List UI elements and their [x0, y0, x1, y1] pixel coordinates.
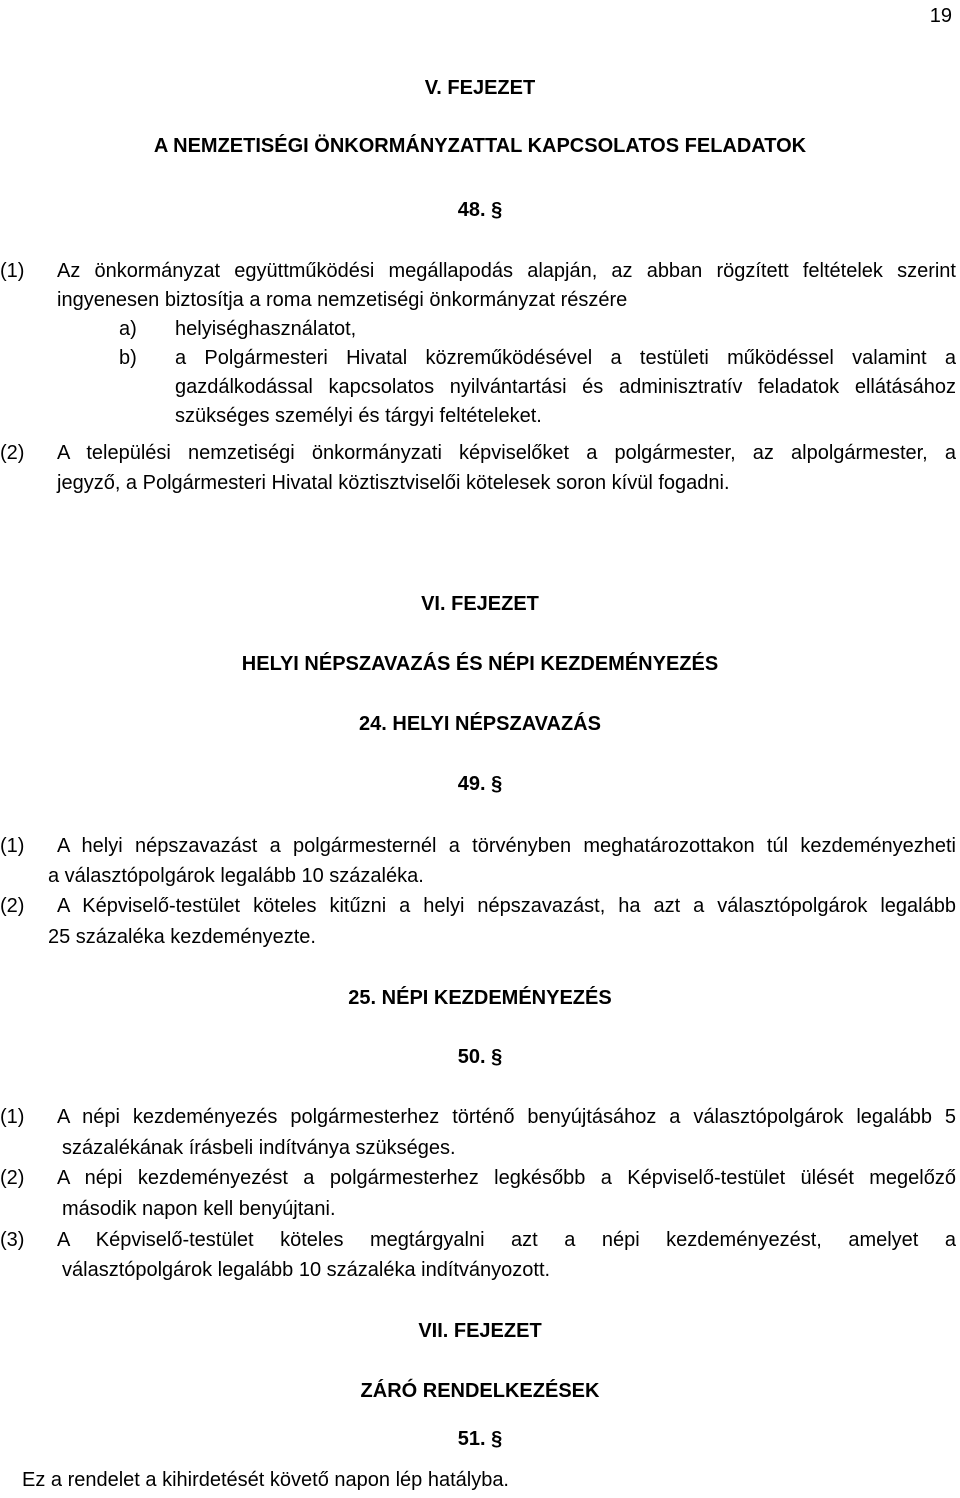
paragraph-text: A Képviselő-testület köteles megtárgyalni azt a népi kezdeményezést, amelyet a [57, 1229, 956, 1251]
list-label: a) [119, 318, 137, 340]
list-item-text: a Polgármesteri Hivatal közreműködésével a testületi működéssel valamint a [175, 347, 956, 369]
section-number: 50. § [457, 1046, 503, 1068]
subtitle: 24. HELYI NÉPSZAVAZÁS [359, 713, 601, 735]
paragraph-text: Az önkormányzat együttműködési megállapodás alapján, az abban rögzített feltételek szerint [57, 260, 956, 282]
final-provision-text: Ez a rendelet a kihirdetését követő napon lép hatályba. [22, 1469, 509, 1491]
section-number: 48. § [457, 199, 503, 221]
list-item-text: gazdálkodással kapcsolatos nyilvántartási és adminisztratív feladatok ellátásához [175, 376, 956, 398]
chapter-title: A NEMZETISÉGI ÖNKORMÁNYZATTAL KAPCSOLATOS FELADATOK [153, 135, 807, 157]
paragraph-number: (2) [0, 442, 25, 464]
paragraph-text: 25 százaléka kezdeményezte. [48, 926, 316, 948]
chapter-heading: V. FEJEZET [424, 77, 536, 99]
paragraph-number: (1) [0, 260, 25, 282]
paragraph-text: A népi kezdeményezés polgármesterhez történő benyújtásához a választópolgárok legalább 5 [57, 1106, 956, 1128]
paragraph-text: ingyenesen biztosítja a roma nemzetiségi önkormányzat részére [57, 289, 628, 311]
paragraph-text: A települési nemzetiségi önkormányzati képviselőket a polgármester, az alpolgármester, a [57, 442, 956, 464]
list-item-text: helyiséghasználatot, [175, 318, 357, 340]
chapter-heading: VI. FEJEZET [421, 593, 539, 615]
paragraph-number: (3) [0, 1229, 25, 1251]
paragraph-number: (2) [0, 1167, 25, 1189]
list-label: b) [119, 347, 137, 369]
paragraph-text: jegyző, a Polgármesteri Hivatal köztisztviselői kötelesek soron kívül fogadni. [57, 472, 730, 494]
paragraph-number: (2) [0, 895, 25, 917]
paragraph-number: (1) [0, 1106, 25, 1128]
page-number: 19 [929, 5, 952, 27]
paragraph-text: A Képviselő-testület köteles kitűzni a helyi népszavazást, ha azt a választópolgárok legalább [57, 895, 956, 917]
paragraph-text: A népi kezdeményezést a polgármesterhez legkésőbb a Képviselő-testület ülését megelőző [57, 1167, 956, 1189]
section-number: 49. § [457, 773, 503, 795]
paragraph-text: a választópolgárok legalább 10 százaléka. [48, 865, 424, 887]
paragraph-text: második napon kell benyújtani. [62, 1198, 336, 1220]
list-item-text: szükséges személyi és tárgyi feltételeket. [175, 405, 542, 427]
paragraph-number: (1) [0, 835, 25, 857]
chapter-heading: VII. FEJEZET [418, 1320, 542, 1342]
chapter-title: ZÁRÓ RENDELKEZÉSEK [360, 1380, 600, 1402]
chapter-title: HELYI NÉPSZAVAZÁS ÉS NÉPI KEZDEMÉNYEZÉS [241, 653, 719, 675]
paragraph-text: százalékának írásbeli indítványa szükséges. [62, 1137, 456, 1159]
paragraph-text: választópolgárok legalább 10 százaléka indítványozott. [62, 1259, 551, 1281]
subtitle: 25. NÉPI KEZDEMÉNYEZÉS [348, 987, 612, 1009]
section-number: 51. § [457, 1428, 503, 1450]
paragraph-text: A helyi népszavazást a polgármesternél a törvényben meghatározottakon túl kezdeményezheti [57, 835, 956, 857]
